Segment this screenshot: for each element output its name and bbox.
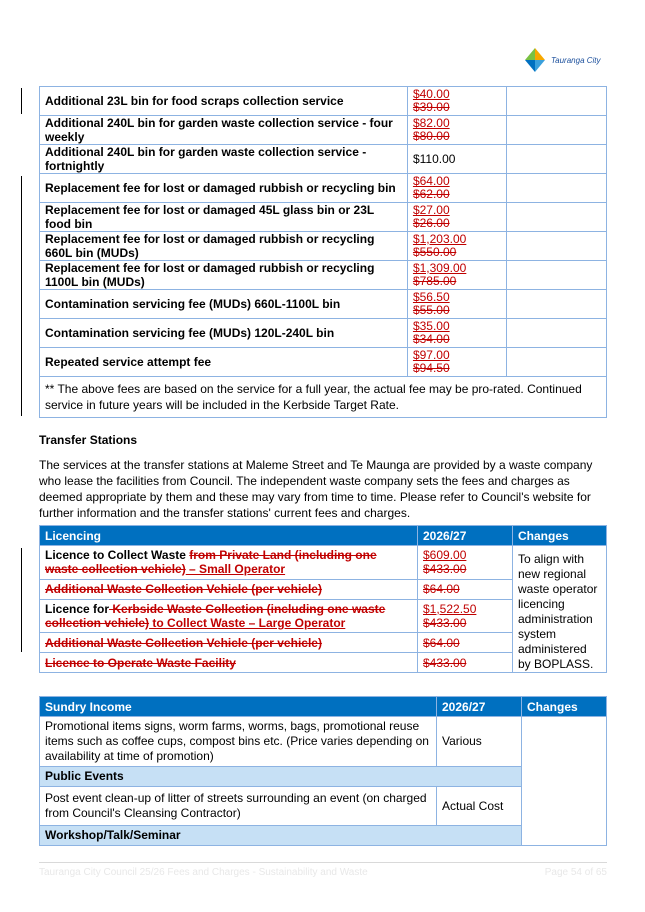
new-price: $609.00: [423, 548, 467, 563]
change-bar: [21, 548, 22, 652]
sundry-header-row: [40, 697, 607, 717]
table-row: [40, 826, 607, 846]
fee-price: [407, 203, 507, 232]
sundry-header: Sundry Income: [40, 697, 437, 717]
price-cell: [418, 653, 513, 673]
fee-row: [40, 232, 607, 261]
old-price: $26.00: [412, 216, 450, 230]
fees-note: ** The above fees are based on the service for a full year, the actual fee may be pro-rated. Continued service in future years will be included in the Kerbside Target Rate.: [40, 377, 607, 418]
old-price: $94.50: [412, 361, 450, 375]
year-header: 2026/27: [437, 697, 522, 717]
change-bar: [21, 88, 22, 114]
fee-price: [407, 261, 507, 290]
table-row: [40, 546, 607, 580]
deleted-text: Additional Waste Collection Vehicle (per vehicle): [45, 582, 322, 596]
fee-row: [40, 319, 607, 348]
new-price: $1,203.00: [412, 232, 467, 246]
changes-header: Changes: [522, 697, 607, 717]
changes-header: Changes: [513, 526, 607, 546]
blank-cell: [507, 145, 607, 174]
fee-description: Contamination servicing fee (MUDs) 660L-1100L bin: [40, 290, 408, 319]
workshop-heading: Workshop/Talk/Seminar: [40, 826, 522, 846]
changes-cell: [522, 717, 607, 846]
price-cell: [418, 599, 513, 633]
deleted-text: Licence to Operate Waste Facility: [45, 655, 236, 670]
inserted-text: – Small Operator: [185, 562, 286, 577]
fee-description: Repeated service attempt fee: [40, 348, 408, 377]
fee-price: [407, 290, 507, 319]
fee-price: [407, 319, 507, 348]
fee-price: [407, 348, 507, 377]
new-price: $82.00: [412, 116, 450, 130]
licence-small-operator: [40, 546, 418, 580]
price-cell: [418, 579, 513, 599]
price-cell: [418, 633, 513, 653]
old-price: $80.00: [412, 129, 450, 143]
fee-description: Additional 240L bin for garden waste collection service - four weekly: [40, 116, 408, 145]
blank-cell: [507, 348, 607, 377]
table-row: [40, 787, 607, 826]
old-price: $550.00: [412, 245, 457, 259]
fee-description: Replacement fee for lost or damaged rubbish or recycling 1100L bin (MUDs): [40, 261, 408, 290]
fee-row: [40, 261, 607, 290]
footer-title: Tauranga City Council 25/26 Fees and Charges - Sustainability and Waste: [39, 867, 368, 878]
old-price: $433.00: [423, 655, 467, 670]
text: Licence to Collect Waste: [45, 548, 190, 563]
inserted-text: to Collect Waste – Large Operator: [149, 615, 346, 630]
old-price: $39.00: [412, 100, 450, 114]
fee-description: Replacement fee for lost or damaged 45L glass bin or 23L food bin: [40, 203, 408, 232]
text: Licence for: [45, 601, 110, 616]
fee-description: Additional 23L bin for food scraps collection service: [40, 87, 408, 116]
fee-price: [407, 232, 507, 261]
licence-large-operator: [40, 599, 418, 633]
fees-table: [39, 86, 607, 418]
fee-description: Replacement fee for lost or damaged rubbish or recycling 660L bin (MUDs): [40, 232, 408, 261]
transfer-paragraph: The services at the transfer stations at Maleme Street and Te Maunga are provided by a waste company who lease the facilities from Council. The independent waste company sets the fees and charges as deemed appropriate by them and these may vary from time to time. Please refer to Council's website for further information and the transfer stations' current fees and charges.: [39, 458, 593, 520]
fee-row: [40, 290, 607, 319]
old-price: $64.00: [423, 635, 460, 650]
fee-row: [40, 348, 607, 377]
blank-cell: [507, 203, 607, 232]
logo-text: Tauranga City: [551, 56, 601, 65]
licencing-header-row: [40, 526, 607, 546]
page-number: Page 54 of 65: [544, 867, 607, 878]
sundry-table: [39, 696, 607, 846]
promo-price: Various: [437, 717, 522, 767]
fee-description: Replacement fee for lost or damaged rubbish or recycling bin: [40, 174, 408, 203]
fee-description: Additional 240L bin for garden waste collection service - fortnightly: [40, 145, 408, 174]
blank-cell: [507, 174, 607, 203]
promo-desc: Promotional items signs, worm farms, worms, bags, promotional reuse items such as coffee cups, compost bins etc. (Price varies depending on availability at time of promotion): [40, 717, 437, 767]
old-price: $55.00: [412, 303, 450, 317]
blank-cell: [507, 87, 607, 116]
new-price: $40.00: [412, 87, 450, 101]
new-price: $35.00: [412, 319, 450, 333]
price-cell: [418, 546, 513, 580]
cleanup-price: Actual Cost: [437, 787, 522, 826]
fee-price: [407, 174, 507, 203]
table-row: [40, 717, 607, 767]
new-price: $97.00: [412, 348, 450, 362]
fee-description: Contamination servicing fee (MUDs) 120L-240L bin: [40, 319, 408, 348]
fee-row: [40, 174, 607, 203]
blank-cell: [507, 319, 607, 348]
fee-row: [40, 116, 607, 145]
fee-row: [40, 145, 607, 174]
change-bar: [21, 176, 22, 416]
blank-cell: [507, 290, 607, 319]
fee-row: [40, 87, 607, 116]
changes-note: To align with new regional waste operator licencing administration system administered by BOPLASS.: [513, 546, 607, 673]
transfer-heading: Transfer Stations: [39, 433, 138, 447]
table-row: [40, 767, 607, 787]
blank-cell: [507, 116, 607, 145]
licencing-header: Licencing: [40, 526, 418, 546]
additional-vehicle: [40, 579, 418, 599]
fee-price: [407, 87, 507, 116]
new-price: $110.00: [412, 151, 456, 166]
year-header: 2026/27: [418, 526, 513, 546]
licencing-table: [39, 525, 607, 673]
blank-cell: [507, 232, 607, 261]
old-price: $62.00: [412, 187, 450, 201]
new-price: $1,522.50: [423, 601, 477, 616]
cleanup-desc: Post event clean-up of litter of streets surrounding an event (on charged from Council's Cleansing Contractor): [40, 787, 437, 826]
page-footer: [39, 862, 607, 878]
old-price: $785.00: [412, 274, 457, 288]
fee-price: [407, 145, 507, 174]
new-price: $64.00: [412, 174, 450, 188]
fees-note-row: [40, 377, 607, 418]
old-price: $64.00: [423, 582, 460, 596]
fee-row: [40, 203, 607, 232]
public-events-heading: Public Events: [40, 767, 522, 787]
new-price: $27.00: [412, 203, 450, 217]
fee-price: [407, 116, 507, 145]
deleted-text: Kerbside Waste Collection (including one waste collection vehicle): [45, 601, 386, 630]
additional-vehicle: [40, 633, 418, 653]
deleted-text: from Private Land (including one waste collection vehicle): [45, 548, 377, 577]
old-price: $34.00: [412, 332, 450, 346]
blank-cell: [507, 261, 607, 290]
old-price: $433.00: [423, 615, 467, 630]
licence-waste-facility: [40, 653, 418, 673]
deleted-text: Additional Waste Collection Vehicle (per vehicle): [45, 635, 322, 650]
new-price: $1,309.00: [412, 261, 467, 275]
old-price: $433.00: [423, 562, 467, 577]
new-price: $56.50: [412, 290, 450, 304]
